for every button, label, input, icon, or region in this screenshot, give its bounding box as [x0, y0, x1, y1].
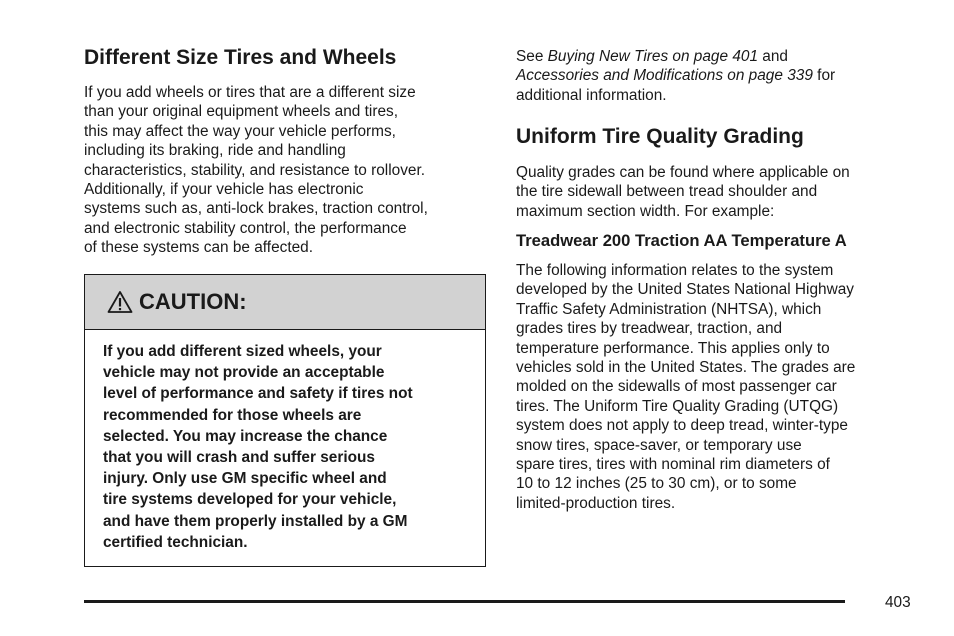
- see-prefix: See: [516, 48, 548, 65]
- text-line: If you add different sized wheels, your: [103, 343, 382, 360]
- see-for: for: [812, 67, 836, 85]
- text-line: selected. You may increase the chance: [103, 427, 388, 445]
- text-line: Quality grades can be found where applicable on: [516, 164, 850, 181]
- text-line: this may affect the way your vehicle performs,: [84, 122, 396, 140]
- text-line: limited-production tires.: [516, 494, 676, 512]
- text-line: snow tires, space-saver, or temporary use: [516, 436, 802, 454]
- text-line: 10 to 12 inches (25 to 30 cm), or to some: [516, 475, 797, 493]
- text-line: systems such as, anti-lock brakes, traction control,: [84, 200, 428, 218]
- text-line: than your original equipment wheels and tires,: [84, 103, 398, 121]
- see-and: and: [758, 48, 788, 65]
- text-line: certified technician.: [103, 533, 248, 551]
- text-line: that you will crash and suffer serious: [103, 449, 375, 467]
- text-line: level of performance and safety if tires not: [103, 385, 413, 403]
- caution-text: [103, 341, 413, 553]
- footer-rule: [84, 600, 845, 603]
- text-line: injury. Only use GM specific wheel and: [103, 470, 387, 488]
- grade-example: Treadwear 200 Traction AA Temperature A: [516, 231, 847, 250]
- text-line: Traffic Safety Administration (NHTSA), which: [516, 300, 822, 318]
- text-line: tires. The Uniform Tire Quality Grading (UTQG): [516, 397, 839, 415]
- utqg-intro-paragraph: [516, 163, 850, 221]
- text-line: spare tires, tires with nominal rim diameters of: [516, 456, 830, 474]
- text-line: including its braking, ride and handling: [84, 142, 346, 160]
- text-line: vehicles sold in the United States. The grades are: [516, 359, 856, 377]
- text-line: maximum section width. For example:: [516, 202, 775, 220]
- text-line: Additionally, if your vehicle has electronic: [84, 181, 364, 199]
- caution-box: [84, 274, 486, 567]
- section-heading-utqg: Uniform Tire Quality Grading: [516, 125, 804, 148]
- text-line: [516, 66, 835, 85]
- text-line: recommended for those wheels are: [103, 406, 362, 424]
- text-line: grades tires by treadwear, traction, and: [516, 320, 783, 338]
- cross-reference-link[interactable]: Accessories and Modifications on page 339: [516, 67, 813, 85]
- text-line: the tire sidewall between tread shoulder and: [516, 183, 818, 201]
- page-number: 403: [885, 594, 911, 611]
- text-line: molded on the sidewalls of most passenger car: [516, 378, 837, 396]
- text-line: vehicle may not provide an acceptable: [103, 364, 385, 382]
- text-line: of these systems can be affected.: [84, 239, 313, 257]
- caution-title: CAUTION:: [139, 289, 247, 314]
- caution-header: [85, 275, 485, 330]
- text-line: The following information relates to the system: [516, 262, 834, 279]
- warning-triangle-icon: [107, 290, 133, 314]
- text-line: [516, 47, 835, 66]
- different-size-paragraph: [84, 83, 428, 258]
- text-line: and electronic stability control, the performance: [84, 219, 407, 237]
- cross-reference-link[interactable]: Buying New Tires on page 401: [547, 48, 759, 65]
- text-line: tire systems developed for your vehicle,: [103, 491, 397, 509]
- see-also-paragraph: [516, 47, 835, 105]
- text-line: additional information.: [516, 86, 667, 104]
- text-line: characteristics, stability, and resistance to rollover.: [84, 161, 426, 179]
- text-line: temperature performance. This applies only to: [516, 339, 830, 357]
- text-line: and have them properly installed by a GM: [103, 512, 408, 530]
- section-heading-different-size-tires: Different Size Tires and Wheels: [84, 46, 397, 69]
- text-line: If you add wheels or tires that are a different size: [84, 84, 416, 101]
- text-line: system does not apply to deep tread, winter-type: [516, 417, 848, 435]
- text-line: developed by the United States National Highway: [516, 281, 854, 299]
- utqg-info-paragraph: [516, 261, 855, 513]
